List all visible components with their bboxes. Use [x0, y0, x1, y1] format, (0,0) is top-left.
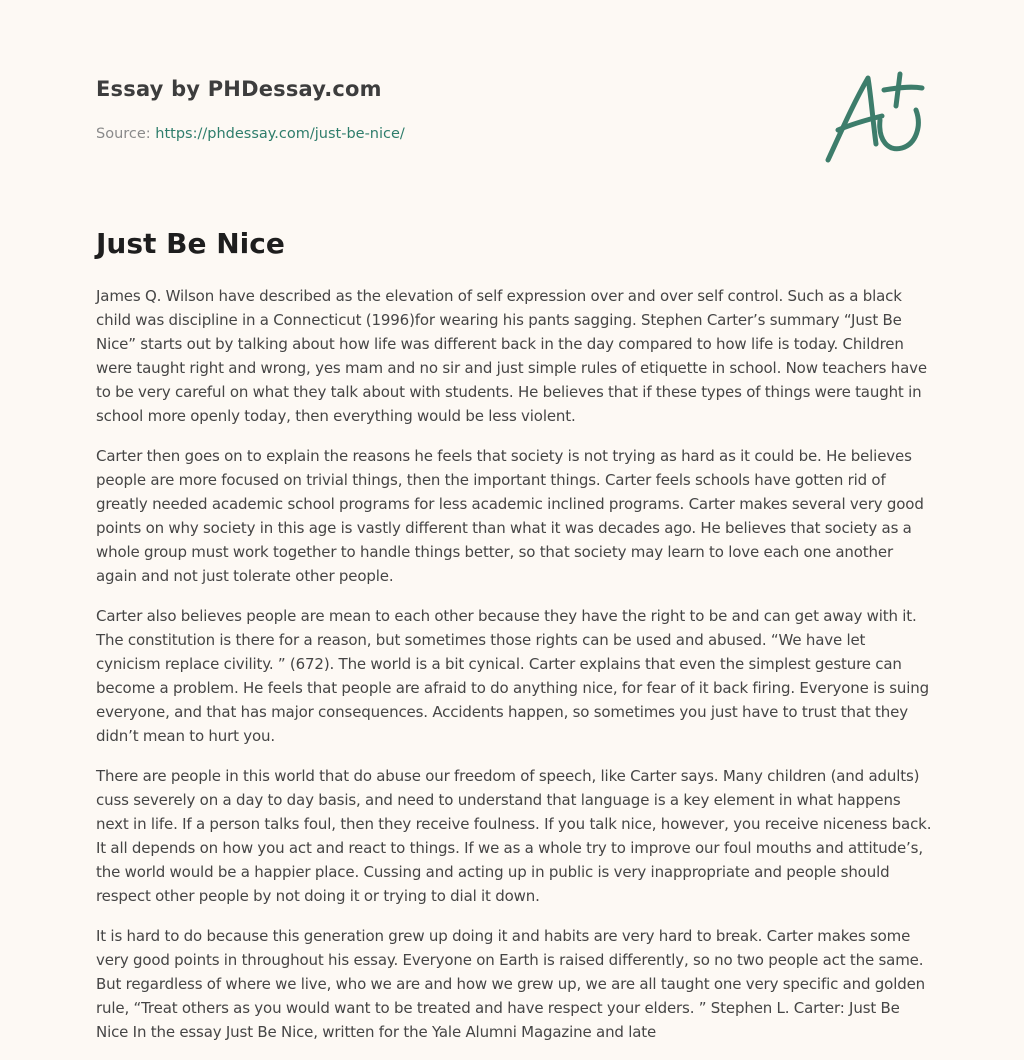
essay-title: Just Be Nice — [96, 227, 285, 260]
essay-body — [96, 284, 932, 1060]
source-line — [96, 124, 796, 144]
essay-paragraph: It is hard to do because this generation grew up doing it and habits are very hard to break. Carter makes some very good points in throughout his essay. Everyone on Earth is raised differently, so no two people act the same. But regardless of where we live, who we are and how we grew up, we are all taught one very specific and golden rule, “Treat others as you would want to be treated and have respect your elders. ” Stephen L. Carter: Just Be Nice In the essay Just Be Nice, written for the Yale Alumni Magazine and late — [96, 927, 926, 1041]
essay-paragraph: Carter then goes on to explain the reasons he feels that society is not trying as hard as it could be. He believes people are more focused on trivial things, then the important things. Carter feels schools have gotten rid of greatly needed academic school programs for less academic inclined programs. Carter makes several very good points on why society in this age is vastly different than what it was decades ago. He believes that society as a whole group must work together to handle things better, so that society may learn to love each one another again and not just tolerate other people. — [96, 447, 924, 585]
essay-paragraph: James Q. Wilson have described as the elevation of self expression over and over self control. Such as a black child was discipline in a Connecticut (1996)for wearing his pants sagging. Stephen Carter’s summary “Just Be Nice” starts out by talking about how life was different back in the day compared to how life is today. Children were taught right and wrong, yes mam and no sir and just simple rules of etiquette in school. Now teachers have to be very careful on what they talk about with students. He believes that if these types of things were taught in school more openly today, then everything would be less violent. — [96, 287, 927, 425]
essay-paragraph: Carter also believes people are mean to each other because they have the right to be and can get away with it. The constitution is there for a reason, but sometimes those rights can be used and abused. “We have let cynicism replace civility. ” (672). The world is a bit cynical. Carter explains that even the simplest gesture can become a problem. He feels that people are afraid to do anything nice, for fear of it back firing. Everyone is suing everyone, and that has major consequences. Accidents happen, so sometimes you just have to trust that they didn’t mean to hurt you. — [96, 607, 929, 745]
site-brand: Essay by PHDessay.com — [96, 77, 382, 101]
essay-paragraph: There are people in this world that do abuse our freedom of speech, like Carter says. Many children (and adults) cuss severely on a day to day basis, and need to understand that language is a key element in what happens next in life. If a person talks foul, then they receive foulness. If you talk nice, however, you receive niceness back. It all depends on how you act and react to things. If we as a whole try to improve our foul mouths and attitude’s, the world would be a happier place. Cussing and acting up in public is very inappropriate and people should respect other people by not doing it or trying to dial it down. — [96, 767, 932, 905]
source-label: Source: — [96, 126, 156, 142]
a-plus-logo-icon — [818, 66, 930, 170]
page-header — [96, 74, 796, 144]
source-link[interactable]: https://phdessay.com/just-be-nice/ — [155, 126, 405, 142]
